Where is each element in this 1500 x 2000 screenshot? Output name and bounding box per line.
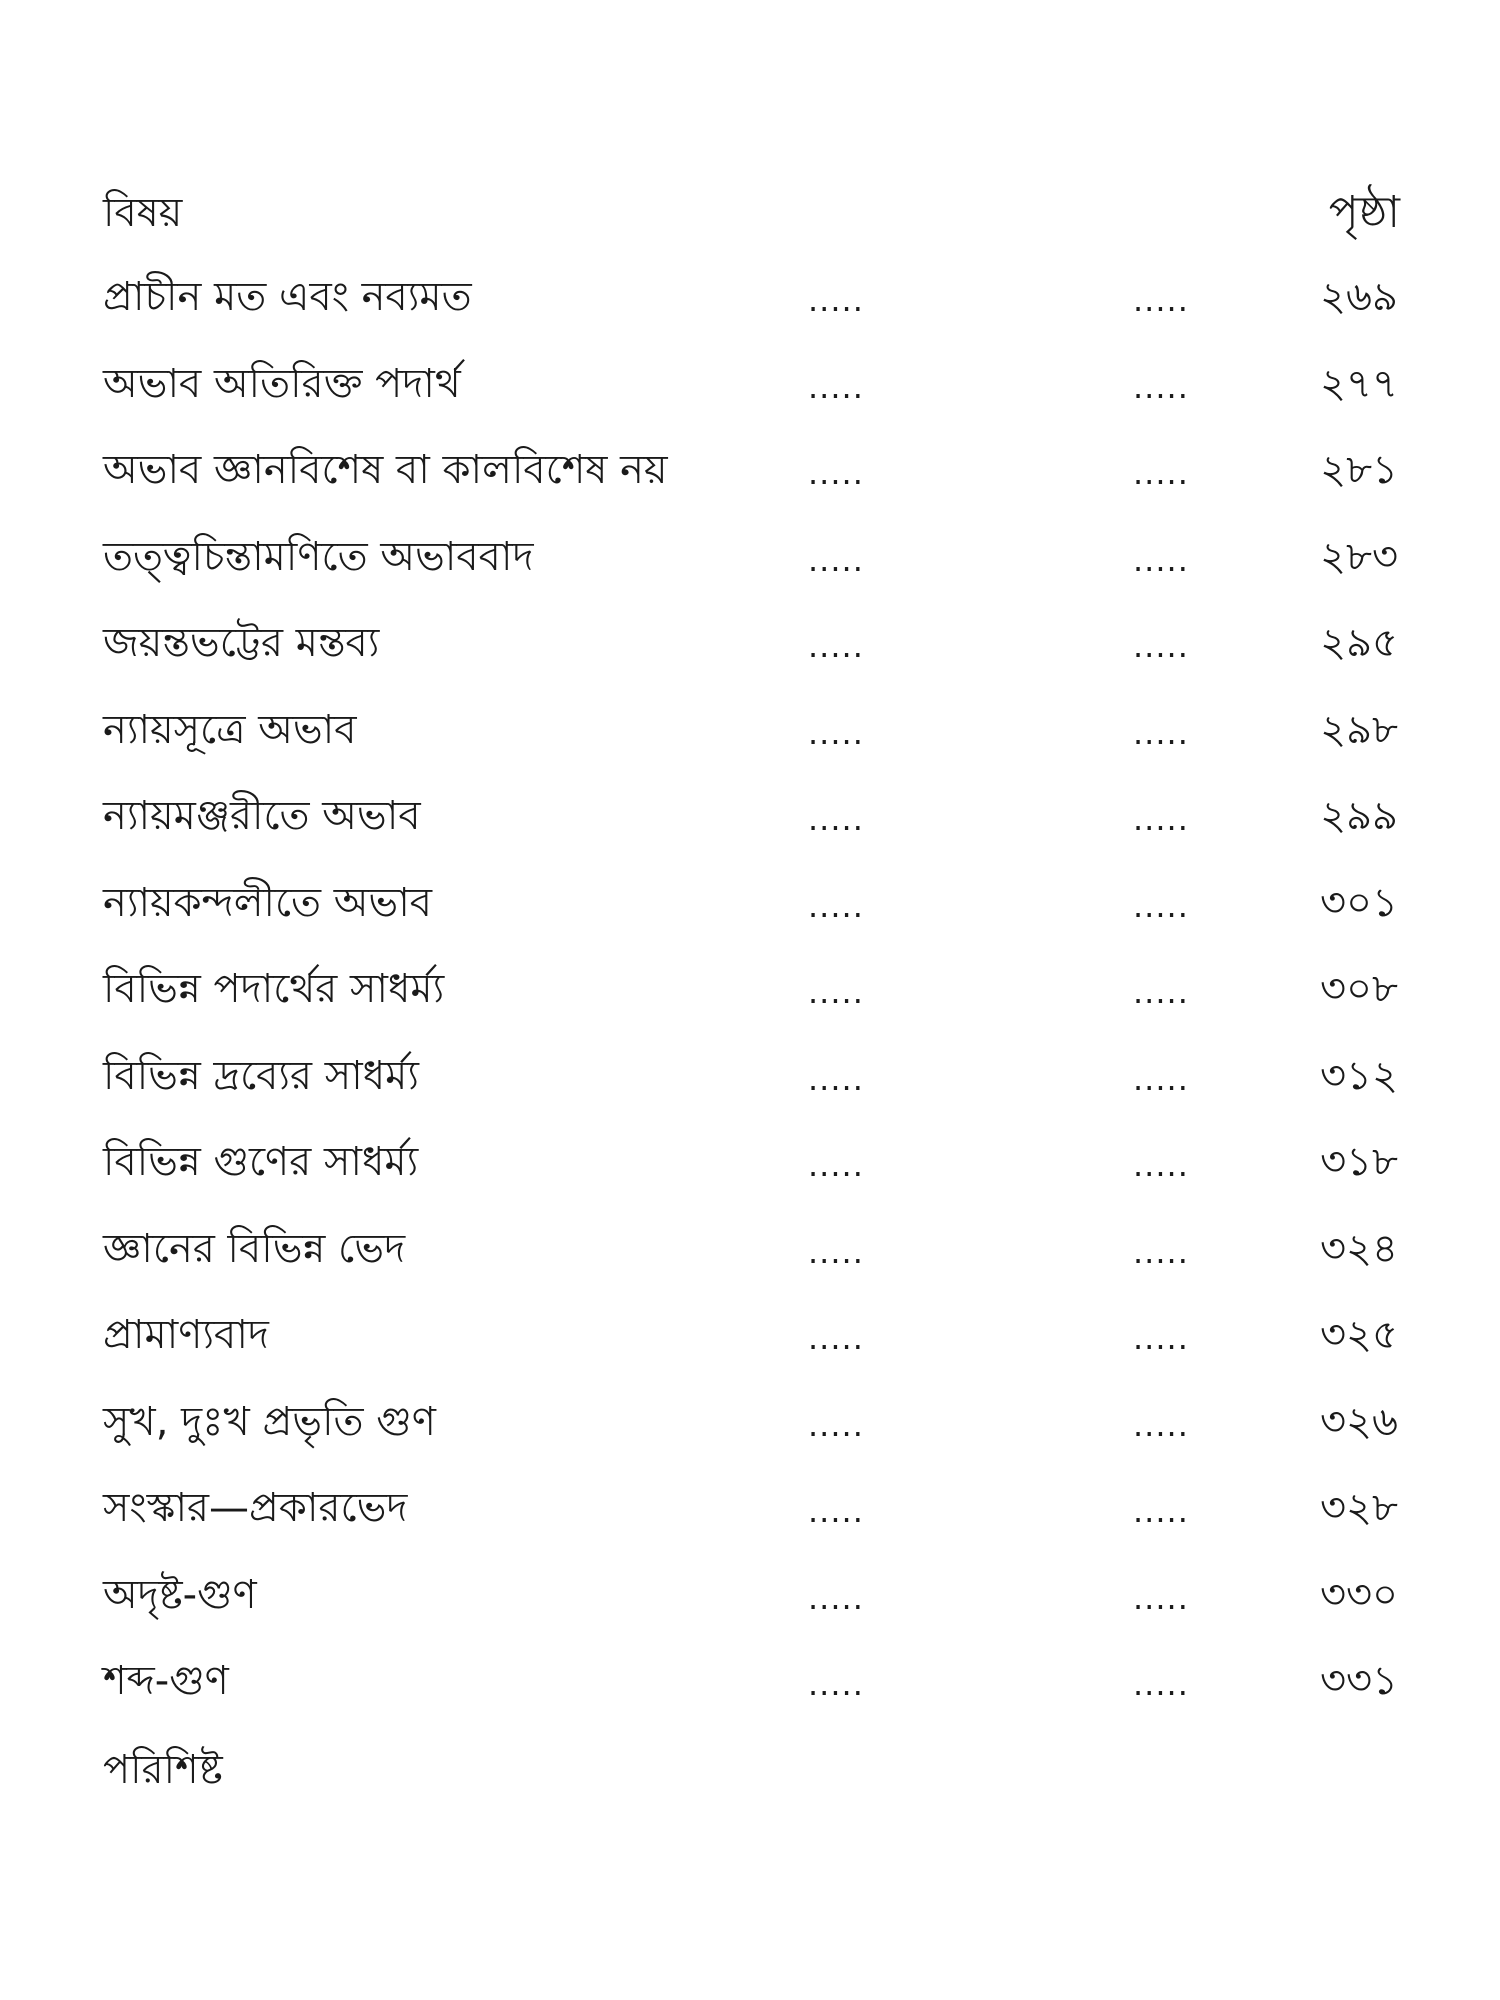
- dot-leader: .....: [808, 1146, 864, 1184]
- toc-entry: [103, 1646, 1400, 1733]
- toc-entry-title: সুখ, দুঃখ প্রভৃতি গুণ: [103, 1398, 436, 1445]
- dot-leader: .....: [1133, 800, 1189, 838]
- toc-entry-title: বিভিন্ন পদার্থের সাধর্ম্য: [103, 966, 445, 1012]
- toc-entry-title: অভাব অতিরিক্ত পদার্থ: [103, 360, 461, 407]
- toc-entry-page: ২৭৭: [1319, 360, 1398, 407]
- dot-leader: .....: [808, 454, 864, 492]
- dot-leader: .....: [1133, 713, 1189, 752]
- toc-entry: [103, 522, 1400, 609]
- toc-entry-title: জ্ঞানের বিভিন্ন ভেদ: [103, 1225, 406, 1272]
- toc-entry-title: জয়ন্তভট্টের মন্তব্য: [103, 620, 380, 666]
- toc-entry-title: সংস্কার—প্রকারভেদ: [103, 1485, 408, 1531]
- toc-entry: [103, 349, 1400, 436]
- toc-entry-page: ৩০৮: [1320, 966, 1398, 1012]
- dot-leader: .....: [808, 1319, 864, 1357]
- dot-leader: .....: [1133, 1665, 1189, 1703]
- page-column-heading: পৃষ্ঠা: [1328, 187, 1400, 238]
- toc-entry-page: ৩২৬: [1319, 1398, 1398, 1445]
- dot-leader: .....: [808, 540, 864, 579]
- toc-entry-page: ৩২৪: [1320, 1225, 1398, 1272]
- toc-entry-title: ন্যায়সূত্রে অভাব: [103, 706, 357, 753]
- dot-leader: .....: [1133, 454, 1189, 492]
- toc-header: [103, 178, 1400, 248]
- toc-entry: [103, 1560, 1400, 1647]
- toc-entry-title: অভাব জ্ঞানবিশেষ বা কালবিশেষ নয়: [103, 447, 668, 493]
- topic-column-heading: বিষয়: [103, 190, 183, 236]
- dot-leader: .....: [1133, 1232, 1189, 1271]
- dot-leader: .....: [1133, 281, 1189, 319]
- dot-leader: .....: [1133, 540, 1189, 579]
- dot-leader: .....: [808, 1578, 864, 1617]
- toc-entry-page: ২৯৫: [1320, 620, 1398, 666]
- dot-leader: .....: [1133, 973, 1189, 1011]
- dot-leader: .....: [808, 1492, 864, 1530]
- toc-list: [103, 262, 1400, 1733]
- toc-entry-page: ২৮৩: [1320, 533, 1398, 580]
- toc-entry-page: ২৮১: [1320, 447, 1398, 493]
- toc-entry: [103, 435, 1400, 522]
- toc-entry-title: তত্ত্বচিন্তামণিতে অভাববাদ: [103, 533, 534, 580]
- dot-leader: .....: [808, 973, 864, 1011]
- toc-entry-title: ন্যায়কন্দলীতে অভাব: [103, 879, 433, 926]
- toc-entry-title: প্রাচীন মত এবং নব্যমত: [103, 274, 472, 320]
- toc-entry-title: শব্দ-গুণ: [103, 1658, 229, 1704]
- toc-entry: [103, 695, 1400, 782]
- toc-entry-page: ৩৩০: [1319, 1571, 1398, 1618]
- dot-leader: .....: [1133, 367, 1189, 406]
- toc-entry: [103, 1127, 1400, 1214]
- dot-leader: .....: [808, 367, 864, 406]
- toc-entry-page: ৩০১: [1320, 879, 1398, 926]
- toc-entry: [103, 1300, 1400, 1387]
- toc-entry-page: ৩১২: [1320, 1052, 1398, 1099]
- toc-entry: [103, 954, 1400, 1041]
- toc-entry-page: ৩২৫: [1320, 1312, 1398, 1358]
- dot-leader: .....: [1133, 1578, 1189, 1617]
- toc-entry: [103, 781, 1400, 868]
- dot-leader: .....: [808, 1232, 864, 1271]
- toc-entry-page: ২৯৮: [1320, 706, 1398, 753]
- toc-entry-page: ৩১৮: [1320, 1139, 1398, 1185]
- toc-entry-page: ৩২৮: [1320, 1485, 1398, 1531]
- toc-entry: [103, 1214, 1400, 1301]
- toc-entry-title: বিভিন্ন দ্রব্যের সাধর্ম্য: [103, 1052, 419, 1099]
- toc-entry-page: ২৯৯: [1320, 793, 1398, 839]
- dot-leader: .....: [808, 713, 864, 752]
- dot-leader: .....: [808, 1059, 864, 1098]
- toc-entry: [103, 1387, 1400, 1474]
- dot-leader: .....: [1133, 886, 1189, 925]
- dot-leader: .....: [1133, 1405, 1189, 1444]
- appendix-heading: পরিশিষ্ট: [103, 1747, 223, 1793]
- dot-leader: .....: [808, 886, 864, 925]
- toc-entry: [103, 1473, 1400, 1560]
- toc-entry-page: ২৬৯: [1320, 274, 1398, 320]
- toc-entry-title: প্রামাণ্যবাদ: [103, 1312, 269, 1358]
- toc-entry: [103, 262, 1400, 349]
- dot-leader: .....: [1133, 1146, 1189, 1184]
- dot-leader: .....: [808, 800, 864, 838]
- toc-entry-title: অদৃষ্ট-গুণ: [103, 1571, 257, 1618]
- toc-entry: [103, 868, 1400, 955]
- dot-leader: .....: [1133, 1492, 1189, 1530]
- dot-leader: .....: [1133, 1059, 1189, 1098]
- toc-entry: [103, 608, 1400, 695]
- dot-leader: .....: [808, 627, 864, 665]
- toc-entry-title: বিভিন্ন গুণের সাধর্ম্য: [103, 1139, 419, 1185]
- toc-entry: [103, 1041, 1400, 1128]
- toc-entry-page: ৩৩১: [1320, 1658, 1398, 1704]
- dot-leader: .....: [1133, 1319, 1189, 1357]
- dot-leader: .....: [808, 1405, 864, 1444]
- toc-entry-title: ন্যায়মঞ্জরীতে অভাব: [103, 793, 421, 839]
- dot-leader: .....: [808, 281, 864, 319]
- dot-leader: .....: [1133, 627, 1189, 665]
- dot-leader: .....: [808, 1665, 864, 1703]
